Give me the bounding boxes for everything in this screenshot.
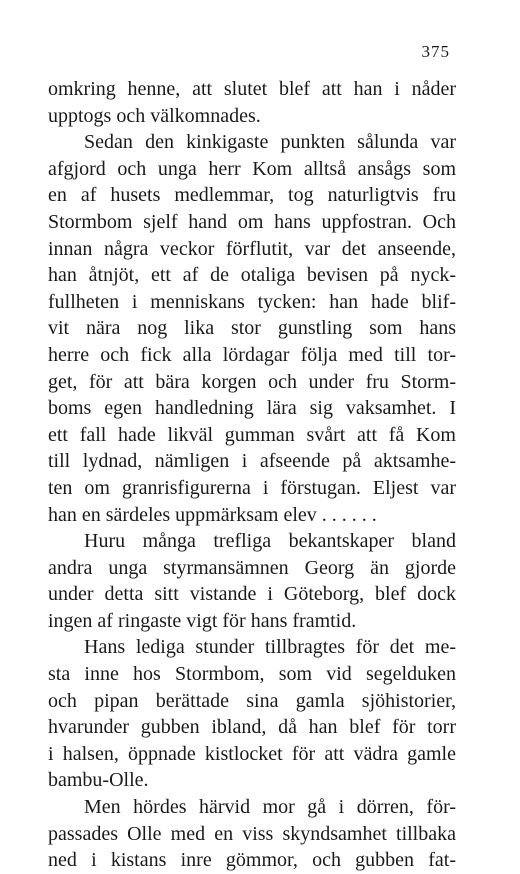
text-line: till lydnad, nämligen i afseende på aktsamhe- [48,450,456,473]
text-line: han åtnjöt, ett af de otaliga bevisen på nyck- [48,264,456,287]
text-line: fullheten i menniskans tycken: han hade blif- [48,290,456,313]
text-line: andra unga styrmansämnen Georg än gjorde [48,556,456,579]
text-line: omkring henne, att slutet blef att han i nåder [48,78,456,100]
text-line: sta inne hos Stormbom, som vid segelduken [48,663,456,686]
text-line: ten om granrisfigurerna i förstugan. Eljest var [48,476,456,499]
text-line: Stormbom sjelf hand om hans uppfostran. Och [48,210,456,233]
text-line: get, för att bära korgen och under fru Storm- [48,370,456,393]
text-line: och pipan berättade sina gamla sjöhistorier, [48,689,456,712]
text-line: i halsen, öppnade kistlocket för att vädra gamle [48,742,456,765]
text-line: ingen af ringaste vigt för hans framtid. [48,609,357,632]
text-line: upptogs och välkomnades. [48,104,261,127]
text-line: passades Olle med en viss skyndsamhet tillbaka [48,822,456,845]
text-line: innan några veckor förflutit, var det anseende, [48,237,456,260]
text-line: afgjord och unga herr Kom alltså ansågs som [48,157,456,180]
page-number: 375 [421,42,450,61]
text-line: en af husets medlemmar, tog naturligtvis fru [48,184,456,207]
text-line: han en särdeles uppmärksam elev . . . . . . [48,503,377,526]
text-line: bambu-Olle. [48,769,149,792]
text-line: ned i kistans inre gömmor, och gubben fat- [48,849,456,872]
text-line: under detta sitt vistande i Göteborg, blef dock [48,583,456,606]
text-line: Hans lediga stunder tillbragtes för det me- [84,636,456,659]
text-line: ett fall hade likväl gumman svårt att få Kom [48,423,456,446]
body-text [48,76,456,874]
text-line: hvarunder gubben ibland, då han blef för torr [48,716,456,739]
text-line: Huru många trefliga bekantskaper bland [84,530,456,553]
text-line: boms egen handledning lära sig vaksamhet. I [48,397,456,420]
text-line: Men hördes härvid mor gå i dörren, för- [84,796,456,819]
text-line: Sedan den kinkigaste punkten sålunda var [84,131,456,154]
text-line: vit nära nog lika stor gunstling som hans [48,317,456,340]
text-line: herre och fick alla lördagar följa med till tor- [48,343,456,366]
